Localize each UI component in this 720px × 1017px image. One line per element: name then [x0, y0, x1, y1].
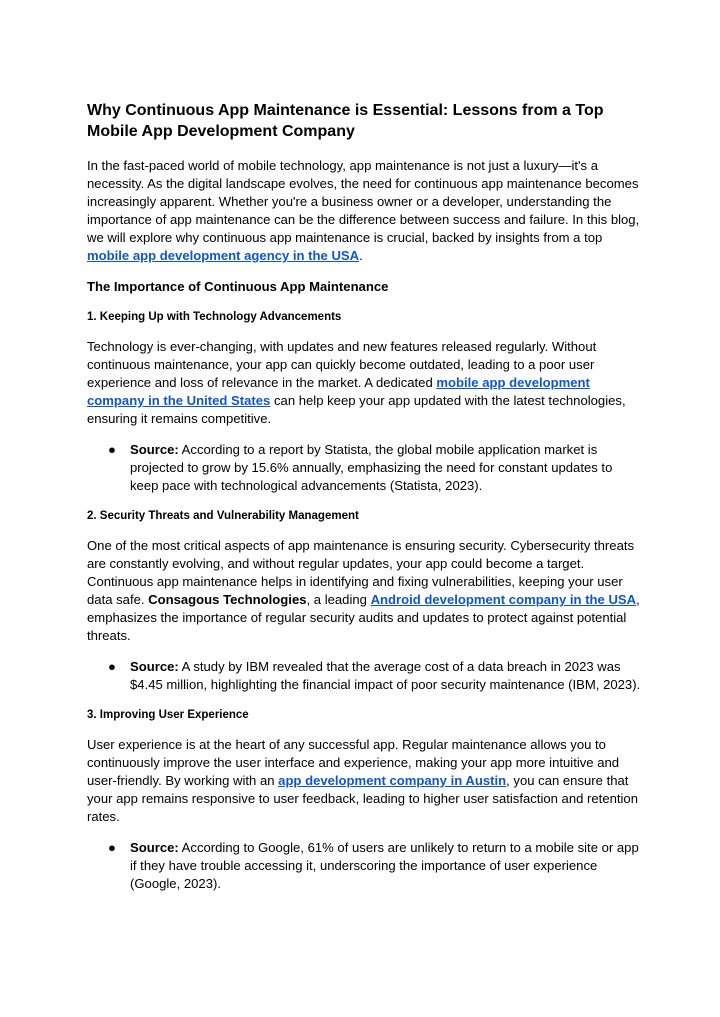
subsection-heading-3: 3. Improving User Experience	[87, 709, 249, 721]
source-label: Source:	[130, 840, 179, 855]
intro-link[interactable]: mobile app development agency in the USA	[87, 248, 360, 263]
paragraph-text: Technology is ever-changing, with updates and new features released regularly. Without continuous maintenance, your app can quickly become outdated, leading to a poor user experience and loss of relevance in the market. A dedicated	[87, 339, 597, 390]
source-item-2	[87, 658, 643, 694]
source-list-2	[87, 658, 643, 694]
bullet-icon: ●	[108, 840, 116, 855]
inline-link-1[interactable]: mobile app development company in the United States	[87, 375, 590, 408]
source-text: According to a report by Statista, the global mobile application market is projected to grow by 15.6% annually, emphasizing the need for constant updates to keep pace with technological advancements (Statista, 2023).	[130, 442, 613, 493]
intro-text: In the fast-paced world of mobile technology, app maintenance is not just a luxury—it's a necessity. As the digital landscape evolves, the need for continuous app maintenance becomes increasingly apparent. Whether you're a business owner or a developer, understanding the importance of app maintenance can be the difference between success and failure. In this blog, we will explore why continuous app maintenance is crucial, backed by insights from a top	[87, 158, 640, 245]
source-text: A study by IBM revealed that the average cost of a data breach in 2023 was $4.45 million, highlighting the financial impact of poor security maintenance (IBM, 2023).	[130, 659, 641, 692]
subsection-heading-1: 1. Keeping Up with Technology Advancements	[87, 311, 342, 323]
paragraph-text: can help keep your app updated with the latest technologies, ensuring it remains competitive.	[87, 393, 626, 426]
bullet-icon: ●	[108, 442, 116, 457]
document-page	[87, 100, 643, 905]
inline-link-2[interactable]: Android development company in the USA	[370, 592, 637, 607]
source-list-1	[87, 441, 643, 495]
subsection-paragraph-2	[87, 537, 643, 645]
paragraph-text: , a leading	[306, 592, 371, 607]
paragraph-text: , emphasizes the importance of regular security audits and updates to protect against potential threats.	[87, 592, 640, 643]
paragraph-text: User experience is at the heart of any successful app. Regular maintenance allows you to continuously improve the user interface and experience, making your app more intuitive and user-friendly. By working with an	[87, 737, 620, 788]
intro-paragraph	[87, 157, 643, 265]
subsection-paragraph-1	[87, 338, 643, 428]
intro-end: .	[359, 248, 363, 263]
subsection-heading-2: 2. Security Threats and Vulnerability Management	[87, 510, 359, 522]
source-label: Source:	[130, 442, 179, 457]
source-item-1	[87, 441, 643, 495]
company-name: Consagous Technologies	[148, 592, 307, 607]
source-text: According to Google, 61% of users are unlikely to return to a mobile site or app if they have trouble accessing it, underscoring the importance of user experience (Google, 2023).	[130, 840, 639, 891]
source-list-3	[87, 839, 643, 893]
inline-link-3[interactable]: app development company in Austin	[278, 773, 507, 788]
source-label: Source:	[130, 659, 179, 674]
source-item-3	[87, 839, 643, 893]
subsection-paragraph-3	[87, 736, 643, 826]
bullet-icon: ●	[108, 659, 116, 674]
paragraph-text: One of the most critical aspects of app maintenance is ensuring security. Cybersecurity threats are constantly evolving, and without regular updates, your app could become a target. Continuous app maintenance helps in identifying and fixing vulnerabilities, keeping your user data safe.	[87, 538, 635, 607]
paragraph-text: , you can ensure that your app remains responsive to user feedback, leading to higher user satisfaction and retention rates.	[87, 773, 638, 824]
section-heading: The Importance of Continuous App Maintenance	[87, 279, 389, 294]
document-title: Why Continuous App Maintenance is Essential: Lessons from a Top Mobile App Development Company	[87, 102, 604, 140]
